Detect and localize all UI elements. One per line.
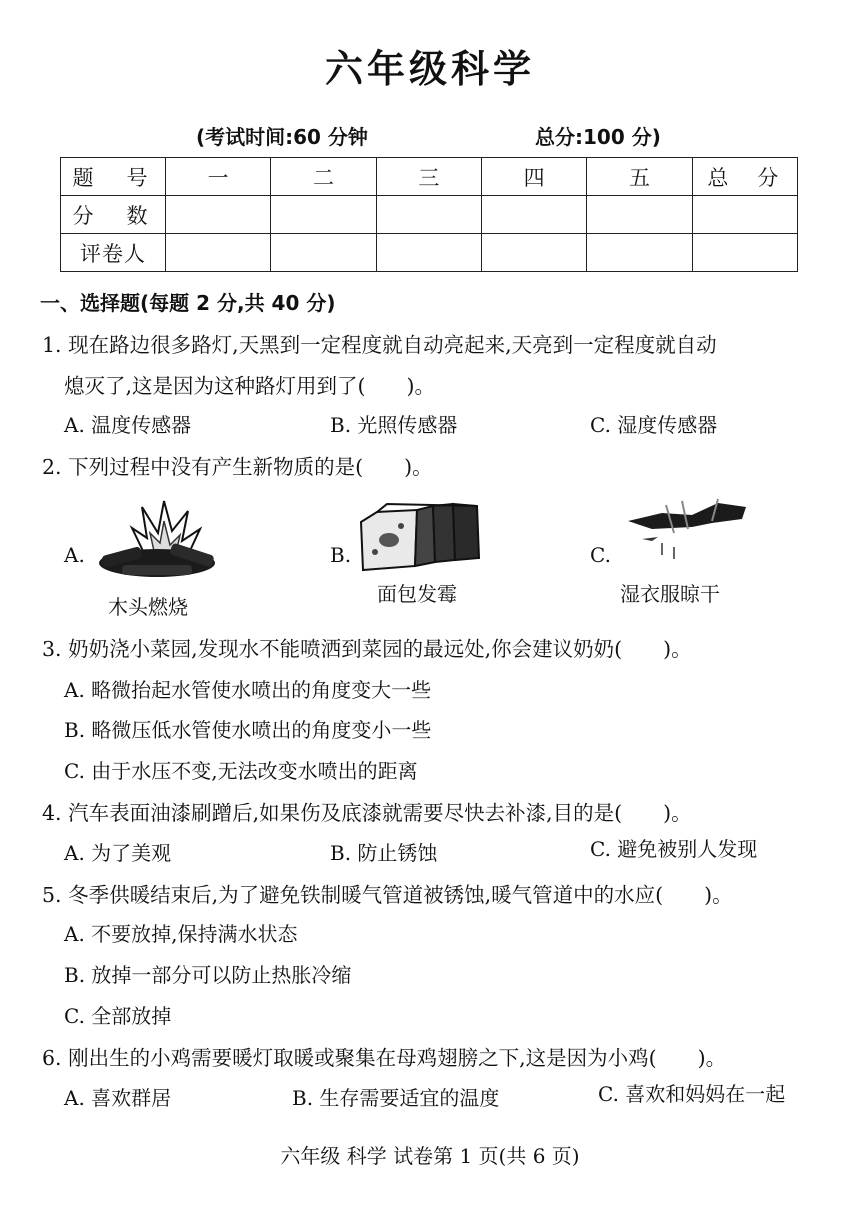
score-cell[interactable] (587, 196, 692, 234)
moldy-bread-icon (357, 500, 487, 574)
grader-cell[interactable] (166, 234, 271, 272)
grader-cell[interactable] (692, 234, 797, 272)
question-3-line-1: 3. 奶奶浇小菜园,发现水不能喷洒到菜园的最远处,你会建议奶奶( )。 (42, 637, 692, 661)
grader-cell[interactable] (376, 234, 481, 272)
grader-cell[interactable] (271, 234, 376, 272)
column-header-3: 三 (376, 158, 481, 196)
question-2-option-a[interactable]: A. (64, 543, 85, 567)
question-2-option-b[interactable]: B. (330, 543, 352, 567)
question-2-caption-b: 面包发霉 (377, 582, 457, 606)
question-2-caption-a: 木头燃烧 (108, 595, 188, 619)
question-4-option-c[interactable]: C. 避免被别人发现 (590, 837, 758, 861)
question-6-option-c[interactable]: C. 喜欢和妈妈在一起 (598, 1082, 786, 1106)
score-cell[interactable] (376, 196, 481, 234)
column-header-4: 四 (481, 158, 586, 196)
page-footer: 六年级 科学 试卷第 1 页(共 6 页) (280, 1144, 580, 1168)
row-header-score: 分 数 (61, 196, 166, 234)
grader-cell[interactable] (587, 234, 692, 272)
question-4-option-b[interactable]: B. 防止锈蚀 (330, 841, 438, 865)
question-5-line-1: 5. 冬季供暖结束后,为了避免铁制暖气管道被锈蚀,暖气管道中的水应( )。 (42, 883, 733, 907)
grader-cell[interactable] (481, 234, 586, 272)
column-header-2: 二 (271, 158, 376, 196)
score-cell[interactable] (481, 196, 586, 234)
total-score: 总分:100 分) (535, 125, 661, 149)
score-table-header-row (61, 158, 798, 196)
question-4-line-1: 4. 汽车表面油漆刷蹭后,如果伤及底漆就需要尽快去补漆,目的是( )。 (42, 801, 692, 825)
question-1-line-2: 熄灭了,这是因为这种路灯用到了( )。 (64, 374, 436, 398)
question-2-line-1: 2. 下列过程中没有产生新物质的是( )。 (42, 455, 433, 479)
score-table-score-row (61, 196, 798, 234)
column-header-total: 总 分 (692, 158, 797, 196)
score-cell[interactable] (166, 196, 271, 234)
question-6-line-1: 6. 刚出生的小鸡需要暖灯取暖或聚集在母鸡翅膀之下,这是因为小鸡( )。 (42, 1046, 727, 1070)
row-header-grader: 评卷人 (61, 234, 166, 272)
question-2-caption-c: 湿衣服晾干 (620, 582, 720, 606)
question-3-option-a[interactable]: A. 略微抬起水管使水喷出的角度变大一些 (64, 678, 432, 702)
question-3-option-b[interactable]: B. 略微压低水管使水喷出的角度变小一些 (64, 718, 432, 742)
question-4-option-a[interactable]: A. 为了美观 (64, 841, 172, 865)
score-table (60, 157, 798, 272)
question-6-option-a[interactable]: A. 喜欢群居 (64, 1086, 172, 1110)
column-header-1: 一 (166, 158, 271, 196)
row-header-question-number: 题 号 (61, 158, 166, 196)
score-table-grader-row (61, 234, 798, 272)
question-1-line-1: 1. 现在路边很多路灯,天黑到一定程度就自动亮起来,天亮到一定程度就自动 (42, 333, 717, 357)
question-3-option-c[interactable]: C. 由于水压不变,无法改变水喷出的距离 (64, 759, 418, 783)
question-1-option-a[interactable]: A. 温度传感器 (64, 413, 192, 437)
question-1-option-c[interactable]: C. 湿度传感器 (590, 413, 718, 437)
exam-time: (考试时间:60 分钟 (196, 125, 368, 149)
score-cell[interactable] (692, 196, 797, 234)
question-6-option-b[interactable]: B. 生存需要适宜的温度 (292, 1086, 500, 1110)
column-header-5: 五 (587, 158, 692, 196)
question-5-option-c[interactable]: C. 全部放掉 (64, 1004, 172, 1028)
question-5-option-a[interactable]: A. 不要放掉,保持满水状态 (64, 922, 298, 946)
question-2-option-c[interactable]: C. (590, 543, 611, 567)
page-title: 六年级科学 (324, 47, 535, 91)
burning-wood-icon (92, 493, 222, 585)
question-5-option-b[interactable]: B. 放掉一部分可以防止热胀冷缩 (64, 963, 352, 987)
section-heading: 一、选择题(每题 2 分,共 40 分) (40, 291, 336, 315)
score-cell[interactable] (271, 196, 376, 234)
drying-clothes-icon (622, 493, 752, 563)
question-1-option-b[interactable]: B. 光照传感器 (330, 413, 458, 437)
